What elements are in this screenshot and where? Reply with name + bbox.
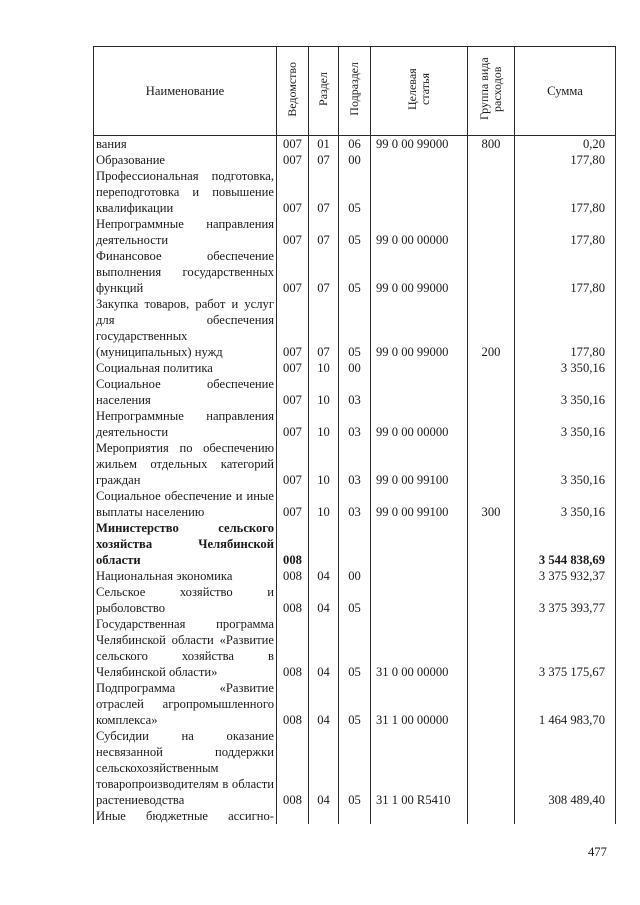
vid-cell: 300 bbox=[468, 488, 515, 520]
target-cell bbox=[371, 584, 468, 616]
sum-cell: 177,80 bbox=[515, 248, 616, 296]
vedomstvo-cell: 007 bbox=[277, 216, 309, 248]
name-cell: Иные бюджетные ассигно- bbox=[94, 808, 277, 824]
name-cell: Социальное обеспечение населения bbox=[94, 376, 277, 408]
name-cell: Субсидии на оказание несвязанной поддержки сельскохозяйственным товаропроизводителям в области растениеводства bbox=[94, 728, 277, 808]
podrazdel-cell: 03 bbox=[339, 408, 371, 440]
vedomstvo-cell: 007 bbox=[277, 152, 309, 168]
sum-cell: 3 350,16 bbox=[515, 376, 616, 408]
vedomstvo-cell: 007 bbox=[277, 488, 309, 520]
podrazdel-cell: 03 bbox=[339, 376, 371, 408]
table-row bbox=[94, 152, 616, 168]
vedomstvo-cell: 008 bbox=[277, 728, 309, 808]
name-cell: Национальная экономика bbox=[94, 568, 277, 584]
target-cell bbox=[371, 376, 468, 408]
header-name: Наименование bbox=[94, 47, 277, 136]
razdel-cell: 04 bbox=[309, 728, 339, 808]
vedomstvo-cell: 008 bbox=[277, 680, 309, 728]
target-cell: 99 0 00 99000 bbox=[371, 136, 468, 153]
header-vedomstvo: Ведомство bbox=[277, 47, 309, 136]
sum-cell: 1 464 983,70 bbox=[515, 680, 616, 728]
header-razdel: Раздел bbox=[309, 47, 339, 136]
name-cell: Непрограммные направления деятельности bbox=[94, 408, 277, 440]
podrazdel-cell: 00 bbox=[339, 568, 371, 584]
header-podrazdel: Подраздел bbox=[339, 47, 371, 136]
razdel-cell: 10 bbox=[309, 440, 339, 488]
table-row bbox=[94, 568, 616, 584]
target-cell bbox=[371, 568, 468, 584]
target-cell: 99 0 00 99100 bbox=[371, 488, 468, 520]
razdel-cell: 04 bbox=[309, 584, 339, 616]
budget-table bbox=[93, 46, 616, 824]
vedomstvo-cell: 007 bbox=[277, 440, 309, 488]
target-cell bbox=[371, 520, 468, 568]
sum-cell: 3 350,16 bbox=[515, 360, 616, 376]
name-cell: Сельское хозяйство и рыболовство bbox=[94, 584, 277, 616]
vedomstvo-cell: 008 bbox=[277, 568, 309, 584]
sum-cell: 177,80 bbox=[515, 168, 616, 216]
name-cell: Профессиональная подготовка, переподготовка и повышение квалификации bbox=[94, 168, 277, 216]
sum-cell: 3 375 393,77 bbox=[515, 584, 616, 616]
target-cell bbox=[371, 168, 468, 216]
sum-cell: 177,80 bbox=[515, 296, 616, 360]
table-body bbox=[94, 136, 616, 825]
vid-cell bbox=[468, 168, 515, 216]
vid-cell: 200 bbox=[468, 296, 515, 360]
sum-cell: 3 375 932,37 bbox=[515, 568, 616, 584]
podrazdel-cell: 05 bbox=[339, 248, 371, 296]
page-number: 477 bbox=[588, 845, 607, 859]
target-cell: 31 1 00 00000 bbox=[371, 680, 468, 728]
podrazdel-cell: 05 bbox=[339, 216, 371, 248]
name-cell: Социальная политика bbox=[94, 360, 277, 376]
razdel-cell: 04 bbox=[309, 680, 339, 728]
podrazdel-cell: 05 bbox=[339, 680, 371, 728]
razdel-cell bbox=[309, 520, 339, 568]
table-row bbox=[94, 360, 616, 376]
vid-cell bbox=[468, 216, 515, 248]
name-cell: Закупка товаров, работ и услуг для обеспечения государственных (муниципальных) нужд bbox=[94, 296, 277, 360]
vid-cell bbox=[468, 568, 515, 584]
vid-cell bbox=[468, 440, 515, 488]
vid-cell bbox=[468, 808, 515, 824]
table-row bbox=[94, 248, 616, 296]
target-cell: 31 1 00 R5410 bbox=[371, 728, 468, 808]
name-cell: вания bbox=[94, 136, 277, 153]
target-cell bbox=[371, 360, 468, 376]
vedomstvo-cell: 007 bbox=[277, 296, 309, 360]
vid-cell: 800 bbox=[468, 136, 515, 153]
podrazdel-cell: 03 bbox=[339, 440, 371, 488]
vedomstvo-cell: 007 bbox=[277, 136, 309, 153]
podrazdel-cell: 06 bbox=[339, 136, 371, 153]
podrazdel-cell: 05 bbox=[339, 584, 371, 616]
vid-cell bbox=[468, 152, 515, 168]
podrazdel-cell bbox=[339, 520, 371, 568]
table-row bbox=[94, 376, 616, 408]
vedomstvo-cell bbox=[277, 808, 309, 824]
table-row bbox=[94, 808, 616, 824]
sum-cell: 3 375 175,67 bbox=[515, 616, 616, 680]
vedomstvo-cell: 007 bbox=[277, 248, 309, 296]
name-cell: Образование bbox=[94, 152, 277, 168]
vedomstvo-cell: 008 bbox=[277, 584, 309, 616]
vedomstvo-cell: 007 bbox=[277, 376, 309, 408]
sum-cell bbox=[515, 808, 616, 824]
razdel-cell: 10 bbox=[309, 488, 339, 520]
podrazdel-cell: 00 bbox=[339, 360, 371, 376]
vid-cell bbox=[468, 408, 515, 440]
name-cell: Государственная программа Челябинской области «Развитие сельского хозяйства в Челябинской области» bbox=[94, 616, 277, 680]
name-cell: Мероприятия по обеспечению жильем отдельных категорий граждан bbox=[94, 440, 277, 488]
name-cell: Социальное обеспечение и иные выплаты населению bbox=[94, 488, 277, 520]
razdel-cell: 07 bbox=[309, 152, 339, 168]
vid-cell bbox=[468, 360, 515, 376]
razdel-cell: 01 bbox=[309, 136, 339, 153]
name-cell: Подпрограмма «Развитие отраслей агропромышленного комплекса» bbox=[94, 680, 277, 728]
target-cell: 99 0 00 00000 bbox=[371, 216, 468, 248]
vid-cell bbox=[468, 728, 515, 808]
table-row bbox=[94, 440, 616, 488]
vid-cell bbox=[468, 248, 515, 296]
vid-cell bbox=[468, 680, 515, 728]
target-cell: 99 0 00 00000 bbox=[371, 408, 468, 440]
vedomstvo-cell: 007 bbox=[277, 408, 309, 440]
podrazdel-cell: 05 bbox=[339, 616, 371, 680]
target-cell: 99 0 00 99100 bbox=[371, 440, 468, 488]
name-cell: Министерство сельского хозяйства Челябинской области bbox=[94, 520, 277, 568]
vid-cell bbox=[468, 376, 515, 408]
name-cell: Финансовое обеспечение выполнения государственных функций bbox=[94, 248, 277, 296]
sum-cell: 177,80 bbox=[515, 216, 616, 248]
vedomstvo-cell: 008 bbox=[277, 520, 309, 568]
vedomstvo-cell: 008 bbox=[277, 616, 309, 680]
target-cell: 99 0 00 99000 bbox=[371, 248, 468, 296]
table-header bbox=[94, 47, 616, 136]
table-row bbox=[94, 488, 616, 520]
razdel-cell: 07 bbox=[309, 216, 339, 248]
table-row bbox=[94, 296, 616, 360]
header-target: Целевая статья bbox=[371, 47, 468, 136]
podrazdel-cell: 00 bbox=[339, 152, 371, 168]
table-row bbox=[94, 616, 616, 680]
razdel-cell bbox=[309, 808, 339, 824]
header-sum: Сумма bbox=[515, 47, 616, 136]
podrazdel-cell: 03 bbox=[339, 488, 371, 520]
table-row bbox=[94, 136, 616, 153]
target-cell: 99 0 00 99000 bbox=[371, 296, 468, 360]
table-row bbox=[94, 584, 616, 616]
table-row bbox=[94, 520, 616, 568]
table-row bbox=[94, 216, 616, 248]
header-vid: Группа вида расходов bbox=[468, 47, 515, 136]
target-cell bbox=[371, 152, 468, 168]
razdel-cell: 07 bbox=[309, 296, 339, 360]
vid-cell bbox=[468, 616, 515, 680]
vedomstvo-cell: 007 bbox=[277, 168, 309, 216]
table-row bbox=[94, 408, 616, 440]
razdel-cell: 04 bbox=[309, 616, 339, 680]
sum-cell: 3 350,16 bbox=[515, 408, 616, 440]
sum-cell: 3 350,16 bbox=[515, 488, 616, 520]
sum-cell: 3 350,16 bbox=[515, 440, 616, 488]
vedomstvo-cell: 007 bbox=[277, 360, 309, 376]
razdel-cell: 07 bbox=[309, 168, 339, 216]
sum-cell: 3 544 838,69 bbox=[515, 520, 616, 568]
name-cell: Непрограммные направления деятельности bbox=[94, 216, 277, 248]
sum-cell: 0,20 bbox=[515, 136, 616, 153]
podrazdel-cell: 05 bbox=[339, 168, 371, 216]
table-row bbox=[94, 168, 616, 216]
podrazdel-cell: 05 bbox=[339, 728, 371, 808]
razdel-cell: 10 bbox=[309, 408, 339, 440]
podrazdel-cell bbox=[339, 808, 371, 824]
vid-cell bbox=[468, 520, 515, 568]
razdel-cell: 04 bbox=[309, 568, 339, 584]
razdel-cell: 10 bbox=[309, 376, 339, 408]
table-row bbox=[94, 728, 616, 808]
target-cell: 31 0 00 00000 bbox=[371, 616, 468, 680]
sum-cell: 177,80 bbox=[515, 152, 616, 168]
razdel-cell: 07 bbox=[309, 248, 339, 296]
razdel-cell: 10 bbox=[309, 360, 339, 376]
target-cell bbox=[371, 808, 468, 824]
podrazdel-cell: 05 bbox=[339, 296, 371, 360]
vid-cell bbox=[468, 584, 515, 616]
table-row bbox=[94, 680, 616, 728]
sum-cell: 308 489,40 bbox=[515, 728, 616, 808]
